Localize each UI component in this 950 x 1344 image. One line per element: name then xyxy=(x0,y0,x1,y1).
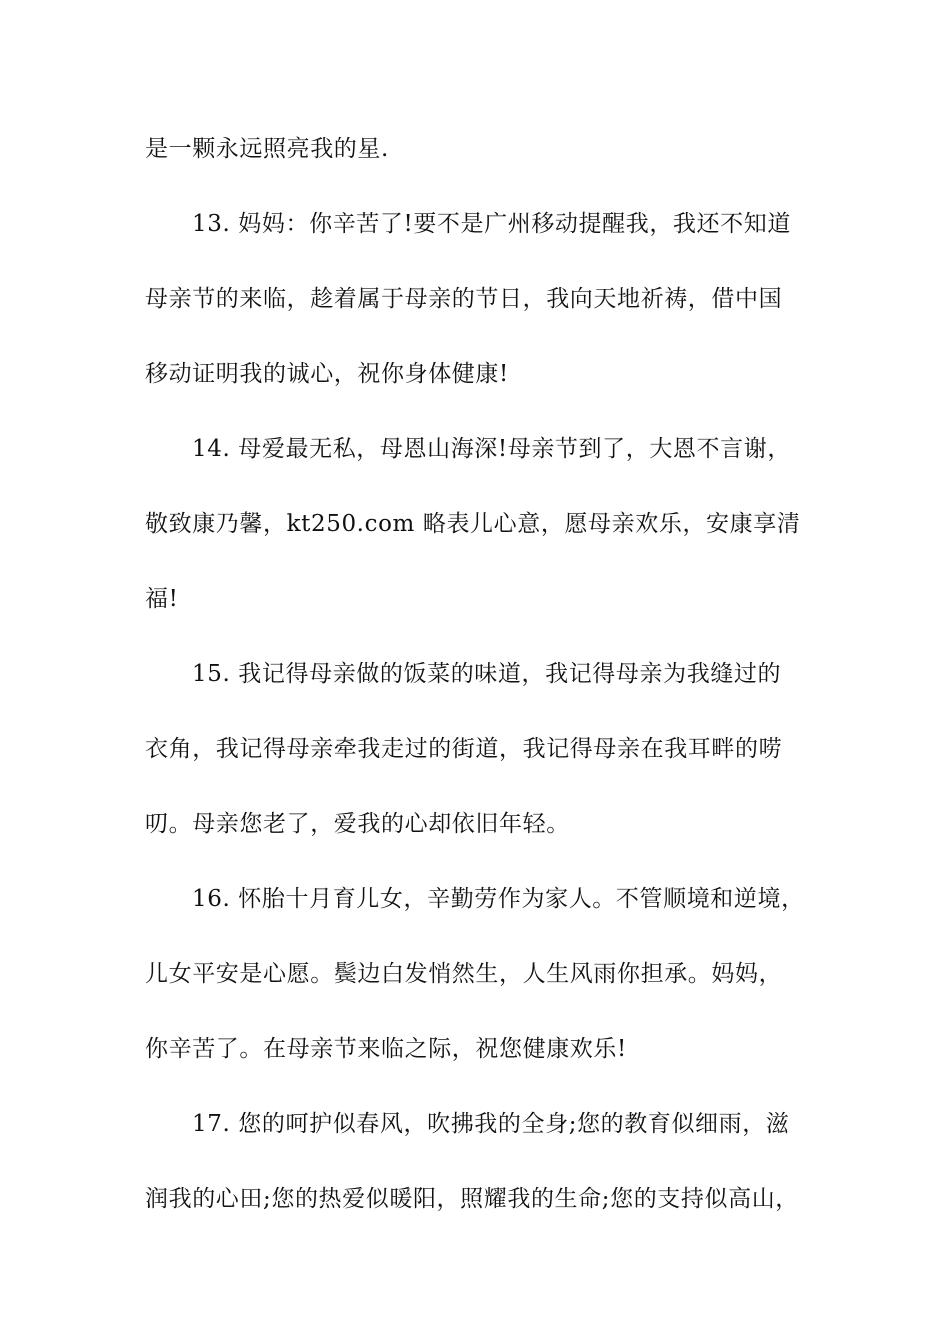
text-line: 15. 我记得母亲做的饭菜的味道，我记得母亲为我缝过的 xyxy=(192,661,782,687)
text-line: 13. 妈妈：你辛苦了!要不是广州移动提醒我，我还不知道 xyxy=(192,211,791,237)
text-line: 移动证明我的诚心，祝你身体健康! xyxy=(145,361,509,387)
text-line: 你辛苦了。在母亲节来临之际，祝您健康欢乐! xyxy=(145,1036,627,1062)
text-line: 17. 您的呵护似春风，吹拂我的全身;您的教育似细雨，滋 xyxy=(192,1111,790,1137)
text-line: 衣角，我记得母亲牵我走过的街道，我记得母亲在我耳畔的唠 xyxy=(145,736,783,762)
text-line: 母亲节的来临，趁着属于母亲的节日，我向天地祈祷，借中国 xyxy=(145,286,783,312)
text-line: 儿女平安是心愿。鬓边白发悄然生，人生风雨你担承。妈妈， xyxy=(145,961,783,987)
text-line: 叨。母亲您老了，爱我的心却依旧年轻。 xyxy=(145,811,570,837)
text-line: 润我的心田;您的热爱似暖阳，照耀我的生命;您的支持似高山， xyxy=(145,1186,799,1212)
text-line: 敬致康乃馨，kt250.com 略表儿心意，愿母亲欢乐，安康享清 xyxy=(145,511,801,537)
text-line: 16. 怀胎十月育儿女，辛勤劳作为家人。不管顺境和逆境， xyxy=(192,886,805,912)
text-line: 是一颗永远照亮我的星. xyxy=(145,136,389,162)
text-line: 福! xyxy=(145,586,179,612)
text-line: 14. 母爱最无私，母恩山海深!母亲节到了，大恩不言谢， xyxy=(192,436,791,462)
